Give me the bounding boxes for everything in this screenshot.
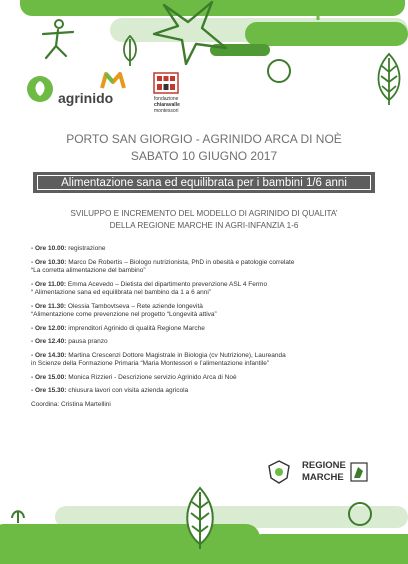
regione-marche-logo xyxy=(268,458,372,488)
agenda-time: - Ore 15.00: xyxy=(31,373,67,381)
agenda-text: Martina Crescenzi Dottore Magistrale in Biologia (cv Nutrizione), Laureanda xyxy=(68,351,286,359)
banner-text: Alimentazione sana ed equilibrata per i bambini 1/6 anni xyxy=(37,175,371,190)
agenda-text: Emma Acevedo – Dietista del dipartimento prevenzione ASL 4 Fermo xyxy=(67,280,268,288)
tree-icon xyxy=(298,0,338,22)
agenda-item xyxy=(31,338,376,346)
agenda-item xyxy=(31,352,376,369)
agrinido-wordmark: agrinido xyxy=(58,90,114,106)
agenda-text: pausa pranzo xyxy=(68,338,108,346)
big-star-icon xyxy=(150,0,230,65)
fondazione-line3: montessori xyxy=(154,108,179,114)
agenda-text-continued: in Scienze della Formazione Primaria “Maria Montessori e l’alimentazione infantile” xyxy=(31,360,270,368)
event-date: SABATO 10 GIUGNO 2017 xyxy=(130,149,278,163)
agenda-item xyxy=(31,387,376,395)
agenda-time: - Ore 11.30: xyxy=(31,302,67,310)
agenda-item xyxy=(31,259,376,276)
agenda-text: Olessia Tambovtseva – Rete aziende longevità xyxy=(67,302,203,310)
event-location: PORTO SAN GIORGIO - AGRINIDO ARCA DI NOÈ xyxy=(66,132,342,146)
agenda-time: - Ore 10.30: xyxy=(31,258,67,266)
agenda-text: imprenditori Agrinido di qualità Regione Marche xyxy=(68,324,205,332)
agenda-time: - Ore 12.00: xyxy=(31,324,67,332)
agenda-item xyxy=(31,281,376,298)
circle-icon xyxy=(266,58,292,84)
leaf-right-icon xyxy=(374,52,404,106)
bottom-green-stripe-2 xyxy=(250,534,408,564)
bottom-left-sprout-icon xyxy=(10,506,26,524)
subtitle-line1: SVILUPPO E INCREMENTO DEL MODELLO DI AGRINIDO DI QUALITA’ xyxy=(70,209,338,218)
regione-line2: MARCHE xyxy=(302,472,344,483)
agenda-item xyxy=(31,245,376,253)
agrinido-m-icon xyxy=(100,72,126,90)
leaf-icon xyxy=(121,35,139,67)
subtitle-line2: DELLA REGIONE MARCHE IN AGRI-INFANZIA 1-6 xyxy=(109,221,299,230)
regione-flag-icon xyxy=(350,462,368,482)
agenda-item xyxy=(31,374,376,382)
agenda-text: Monica Rizzieri - Descrizione servizio Agrinido Arca di Noè xyxy=(68,373,237,381)
fondazione-line1: fondazione xyxy=(154,96,179,102)
agenda-talk-title: “La corretta alimentazione del bambino” xyxy=(31,267,146,274)
agrinido-leaf-icon xyxy=(26,72,56,106)
agenda-text: registrazione xyxy=(68,245,106,252)
bottom-green-stripe xyxy=(0,524,260,564)
agenda-item xyxy=(31,325,376,333)
agenda-time: - Ore 12.40: xyxy=(31,338,67,346)
agenda-list xyxy=(31,245,376,409)
regione-crest-icon xyxy=(268,460,290,484)
fondazione-line2: chiaravalle xyxy=(154,102,180,108)
agenda-text: chiusura lavori con visita azienda agricola xyxy=(68,387,189,395)
agenda-time: - Ore 10.00: xyxy=(31,245,67,252)
agenda-item xyxy=(31,303,376,320)
coordinator: Coordina: Cristina Martellini xyxy=(31,400,111,408)
top-green-stripe-2 xyxy=(245,22,408,46)
agenda-talk-title: “ Alimentazione sana ed equilibrata nel bambino da 1 a 6 anni” xyxy=(31,289,211,296)
agenda-time: - Ore 14.30: xyxy=(31,351,67,359)
star-figure-icon xyxy=(40,18,76,60)
agenda-text: Marco De Robertis – Biologo nutrizionista, PhD in obesità e patologie correlate xyxy=(68,258,295,266)
agenda-time: - Ore 15.30: xyxy=(31,387,67,395)
agrinido-logo xyxy=(26,72,130,108)
agenda-time: - Ore 11.00: xyxy=(31,280,67,288)
title-banner xyxy=(33,172,375,193)
fondazione-emblem-icon xyxy=(153,72,179,94)
bottom-circle-icon xyxy=(346,500,374,528)
regione-line1: REGIONE xyxy=(302,460,346,471)
bottom-leaf-icon xyxy=(182,486,218,550)
fondazione-logo xyxy=(153,72,193,116)
agenda-talk-title: “Alimentazione come prevenzione nel progetto “Longevità attiva” xyxy=(31,311,217,318)
